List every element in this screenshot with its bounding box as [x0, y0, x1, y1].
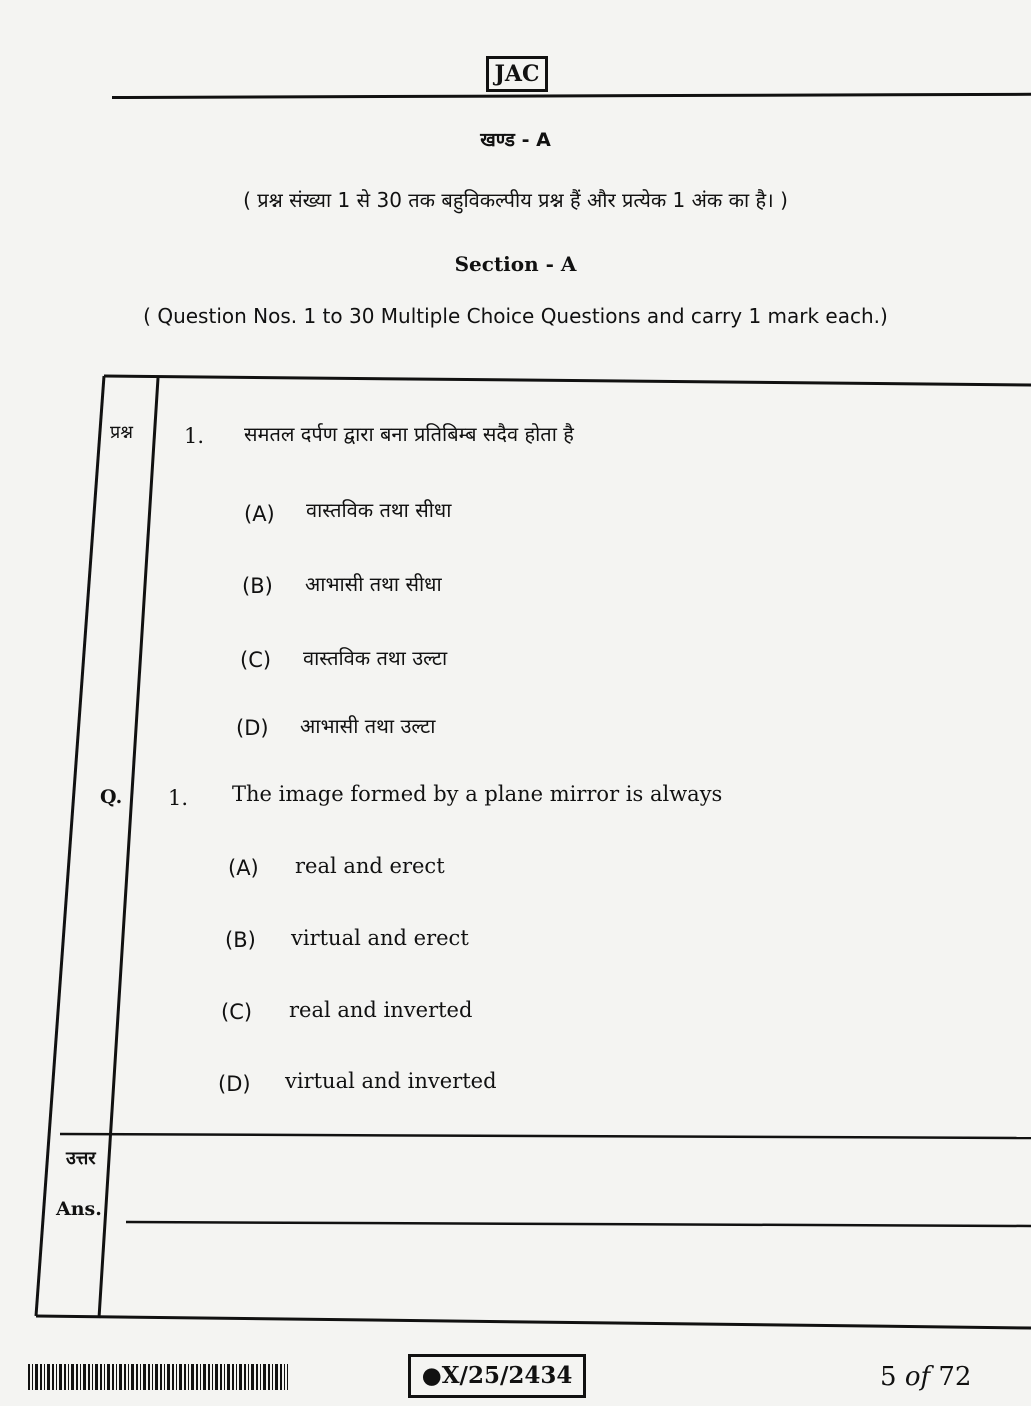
option-text-english-a: real and erect [295, 854, 445, 878]
question-number-hindi: 1. [184, 424, 205, 448]
option-letter-english-b: (B) [225, 928, 256, 952]
page-of: of [904, 1362, 931, 1392]
question-text-english: The image formed by a plane mirror is always [232, 782, 723, 806]
option-text-hindi-a: वास्तविक तथा सीधा [306, 498, 452, 522]
question-label-hindi: प्रश्न [110, 422, 133, 443]
option-text-english-d: virtual and inverted [285, 1069, 497, 1093]
option-text-hindi-d: आभासी तथा उल्टा [300, 714, 436, 738]
option-letter-hindi-b: (B) [242, 574, 273, 598]
instruction-english: ( Question Nos. 1 to 30 Multiple Choice Questions and carry 1 mark each.) [143, 304, 888, 328]
page-current: 5 [880, 1362, 897, 1392]
answer-label-english: Ans. [56, 1198, 102, 1220]
answer-label-hindi: उत्तर [66, 1148, 96, 1169]
option-letter-english-d: (D) [218, 1072, 251, 1096]
option-text-english-b: virtual and erect [291, 926, 469, 950]
option-text-hindi-b: आभासी तथा सीधा [305, 572, 442, 596]
page-total: 72 [938, 1362, 972, 1392]
paper-code-box: ●X/25/2434 [408, 1354, 586, 1398]
question-number-english: 1. [168, 786, 189, 810]
option-letter-hindi-a: (A) [244, 502, 275, 526]
section-heading-hindi: खण्ड - A [480, 129, 551, 151]
instruction-hindi: ( प्रश्न संख्या 1 से 30 तक बहुविकल्पीय प्रश्न हैं और प्रत्येक 1 अंक का है। ) [243, 188, 788, 212]
option-letter-english-c: (C) [221, 1000, 253, 1024]
question-label-english: Q. [100, 786, 123, 808]
question-text-hindi: समतल दर्पण द्वारा बना प्रतिबिम्ब सदैव होता है [244, 422, 574, 446]
section-heading-english: Section - A [454, 252, 577, 276]
option-letter-english-a: (A) [228, 856, 259, 880]
option-letter-hindi-c: (C) [240, 648, 272, 672]
board-code-box: JAC [486, 56, 548, 92]
page-indicator [880, 1362, 971, 1392]
option-text-english-c: real and inverted [289, 998, 473, 1022]
barcode [28, 1364, 288, 1390]
option-text-hindi-c: वास्तविक तथा उल्टा [303, 646, 448, 670]
option-letter-hindi-d: (D) [236, 716, 269, 740]
